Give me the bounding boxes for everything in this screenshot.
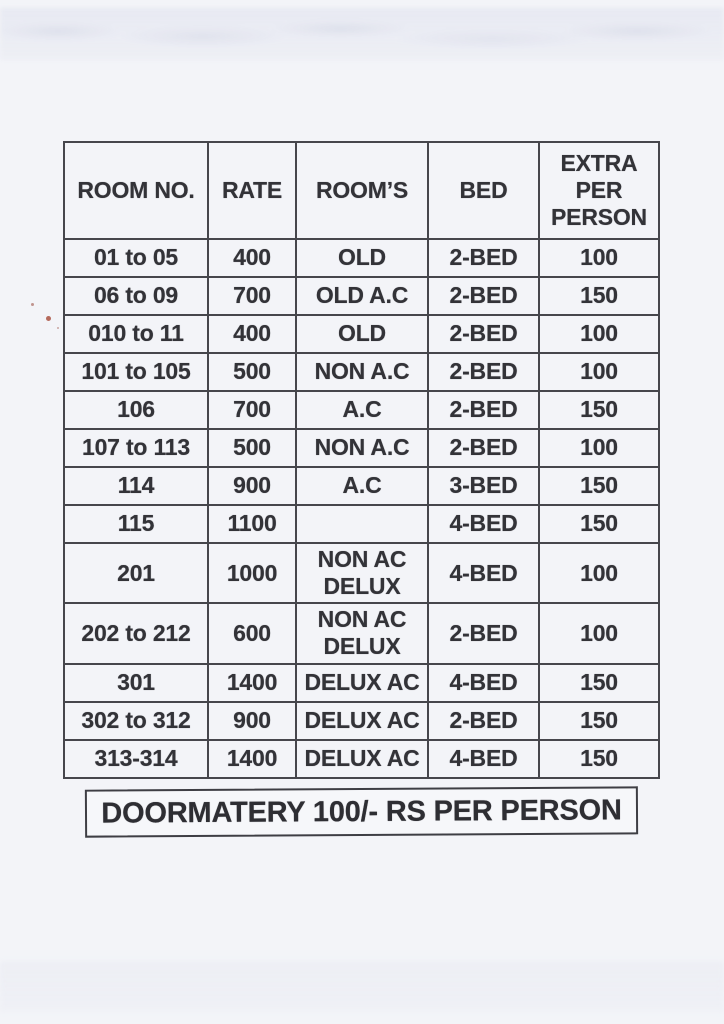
dormitory-rate-text: DOORMATERY 100/- RS PER PERSON [101,793,622,830]
table-cell: 150 [539,467,659,505]
table-cell: 150 [539,505,659,543]
ink-speckle [57,327,59,329]
table-cell: 201 [64,543,208,603]
table-cell: NON A.C [296,353,428,391]
table-cell: 4-BED [428,740,539,778]
table-cell: 100 [539,353,659,391]
table-cell: 202 to 212 [64,603,208,663]
table-cell: 150 [539,740,659,778]
table-cell: 100 [539,429,659,467]
table-cell: 400 [208,315,296,353]
table-cell: 500 [208,353,296,391]
table-cell: NON AC DELUX [296,543,428,603]
table-cell: 1400 [208,740,296,778]
table-cell: 150 [539,702,659,740]
table-header-row [64,142,659,239]
table-cell: 900 [208,702,296,740]
table-row [64,315,659,353]
table-row [64,603,659,663]
table-cell: 106 [64,391,208,429]
table-cell: 100 [539,603,659,663]
table-cell: OLD [296,239,428,277]
table-cell: 900 [208,467,296,505]
column-header: EXTRA PER PERSON [539,142,659,239]
table-cell: 2-BED [428,353,539,391]
ink-speckle [31,303,34,306]
table-cell: 4-BED [428,664,539,702]
table-cell: 2-BED [428,277,539,315]
column-header: ROOM’S [296,142,428,239]
table-cell: 700 [208,391,296,429]
room-rate-table [63,141,660,779]
table-cell: 500 [208,429,296,467]
table-row [64,391,659,429]
table-cell: 4-BED [428,505,539,543]
table-cell: DELUX AC [296,702,428,740]
table-cell: 1100 [208,505,296,543]
table-row [64,353,659,391]
table-cell: 1400 [208,664,296,702]
table-cell: OLD A.C [296,277,428,315]
table-cell: 302 to 312 [64,702,208,740]
table-row [64,277,659,315]
table-cell: 400 [208,239,296,277]
table-cell: 2-BED [428,315,539,353]
column-header: BED [428,142,539,239]
table-cell: 010 to 11 [64,315,208,353]
table-row [64,664,659,702]
table-cell: 107 to 113 [64,429,208,467]
table-cell: 150 [539,664,659,702]
column-header: RATE [208,142,296,239]
table-cell: 100 [539,543,659,603]
table-cell: 1000 [208,543,296,603]
table-cell: 2-BED [428,603,539,663]
table-row [64,702,659,740]
table-row [64,505,659,543]
table-cell: 2-BED [428,391,539,429]
ink-speckle [46,316,51,321]
table-cell: 2-BED [428,429,539,467]
table-cell: DELUX AC [296,664,428,702]
table-body [64,239,659,778]
table-row [64,239,659,277]
table-cell: DELUX AC [296,740,428,778]
table-cell: 2-BED [428,239,539,277]
table-cell: 700 [208,277,296,315]
table-cell: 150 [539,391,659,429]
table-cell: OLD [296,315,428,353]
table-cell: 06 to 09 [64,277,208,315]
table-cell: 313-314 [64,740,208,778]
table-cell: NON A.C [296,429,428,467]
table-cell [296,505,428,543]
table-row [64,429,659,467]
scan-ghosting-artifact-bottom [0,962,724,1012]
table-cell: 4-BED [428,543,539,603]
table-cell: 01 to 05 [64,239,208,277]
table-cell: 150 [539,277,659,315]
table-cell: NON AC DELUX [296,603,428,663]
table-cell: 101 to 105 [64,353,208,391]
table-cell: A.C [296,391,428,429]
column-header: ROOM NO. [64,142,208,239]
scan-ghosting-artifact-top [0,8,724,60]
table-row [64,543,659,603]
table-cell: 100 [539,239,659,277]
table-cell: 301 [64,664,208,702]
table-cell: A.C [296,467,428,505]
table-cell: 2-BED [428,702,539,740]
table-cell: 3-BED [428,467,539,505]
table-row [64,467,659,505]
table-cell: 115 [64,505,208,543]
dormitory-rate-banner [85,786,638,837]
table-header-row-container [64,142,659,239]
table-cell: 600 [208,603,296,663]
table-cell: 100 [539,315,659,353]
table-row [64,740,659,778]
table-cell: 114 [64,467,208,505]
